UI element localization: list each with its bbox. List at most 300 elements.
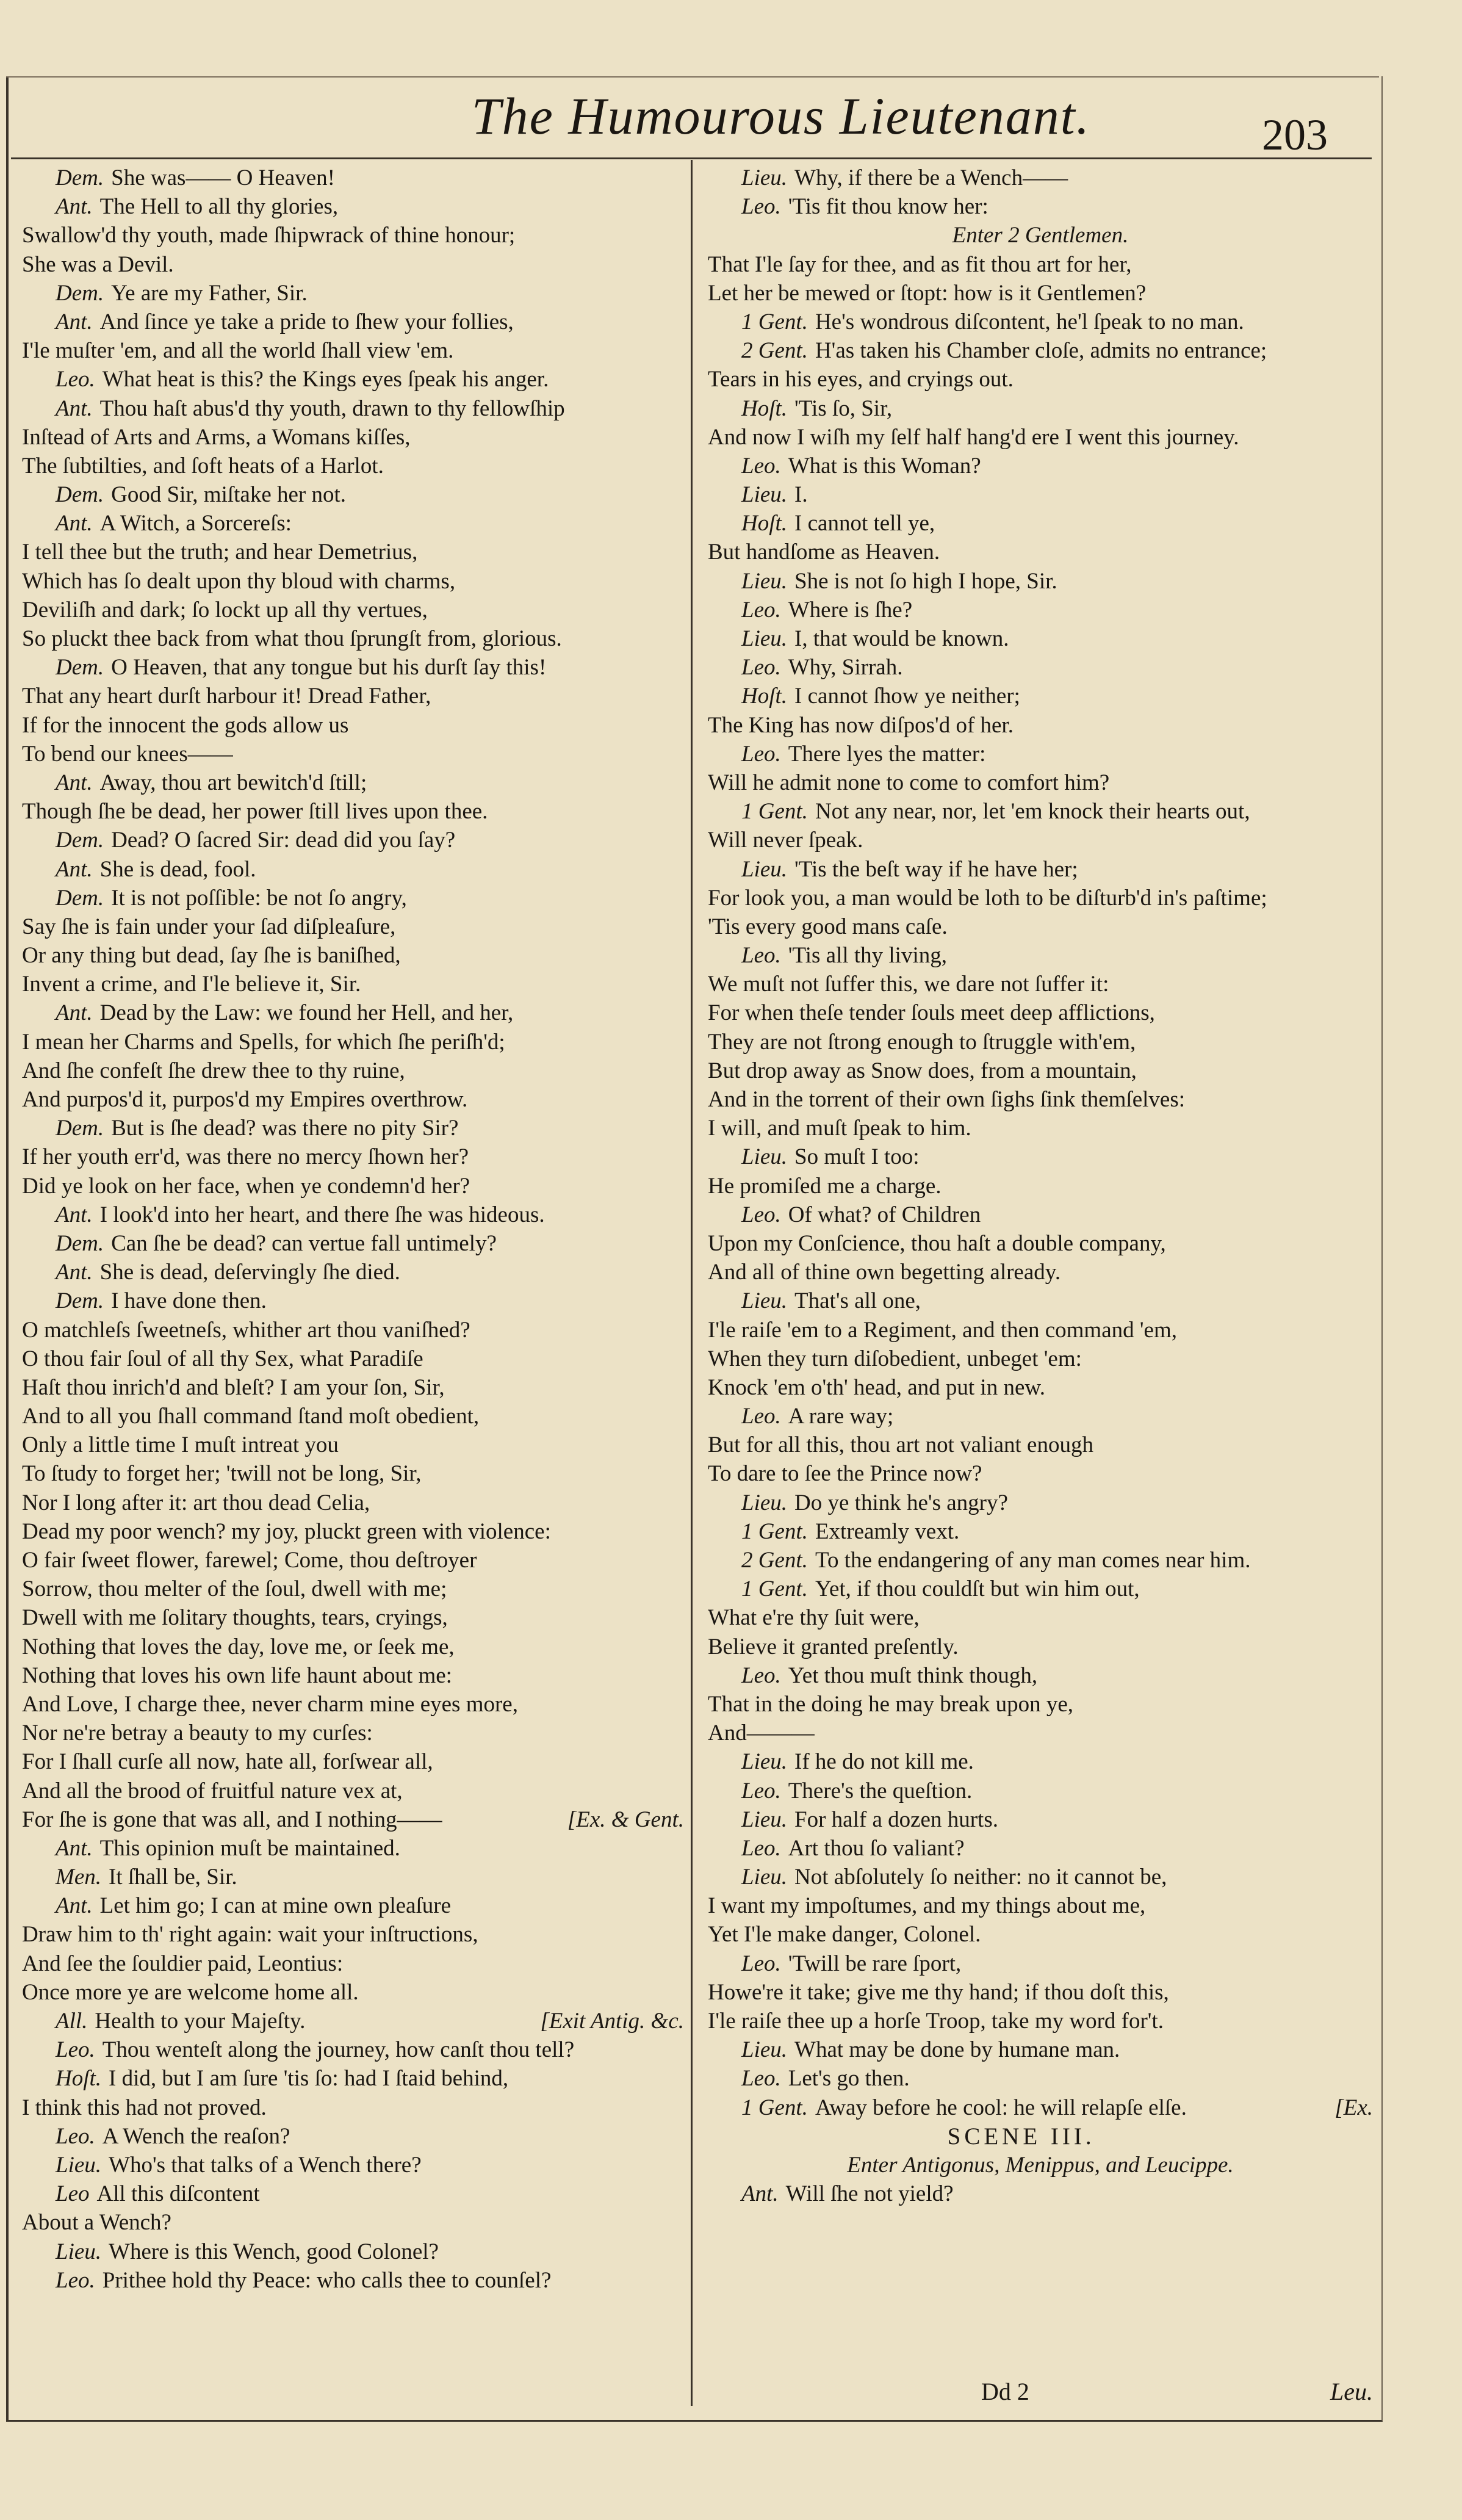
line-text: To the endangering of any man comes near him. xyxy=(815,1548,1251,1573)
text-line xyxy=(708,1229,1373,1258)
line-text: What is this Woman? xyxy=(788,453,981,478)
line-text: Swallow'd thy youth, made ſhipwrack of thine honour; xyxy=(22,223,516,248)
line-text: Prithee hold thy Peace: who calls thee to counſel? xyxy=(102,2267,552,2293)
stage-direction: Enter Antigonus, Menippus, and Leucippe. xyxy=(847,2152,1234,2178)
line-text: I cannot tell ye, xyxy=(794,511,935,536)
line-text: If for the innocent the gods allow us xyxy=(22,712,349,738)
line-text: There's the queſtion. xyxy=(788,1778,973,1803)
line-text: And ſee the ſouldier paid, Leontius: xyxy=(22,1951,344,1976)
line-text: She is dead, fool. xyxy=(99,856,256,882)
text-line xyxy=(708,1575,1373,1603)
line-text: So muſt I too: xyxy=(794,1144,920,1170)
text-line xyxy=(22,855,684,884)
line-text: Yet thou muſt think though, xyxy=(788,1663,1038,1688)
speaker-name: Lieu. xyxy=(741,1807,788,1832)
line-text: A Wench the reaſon? xyxy=(102,2123,290,2149)
line-text: Health to your Majeſty. xyxy=(95,2009,306,2034)
text-line xyxy=(708,1316,1373,1345)
line-text: Yet, if thou couldſt but win him out, xyxy=(815,1576,1140,1602)
scene-heading: SCENE III. xyxy=(947,2123,1095,2150)
line-text: What may be done by humane man. xyxy=(794,2037,1120,2063)
speaker-name: Leo. xyxy=(741,943,781,969)
line-text: Invent a crime, and I'le believe it, Sir. xyxy=(22,972,361,997)
line-text: Upon my Conſcience, thou haſt a double company, xyxy=(708,1230,1166,1256)
text-line xyxy=(22,624,684,653)
text-line xyxy=(708,2007,1373,2035)
text-line xyxy=(708,653,1373,682)
line-text: And purpos'd it, purpos'd my Empires overthrow. xyxy=(22,1087,468,1112)
speaker-name: Ant. xyxy=(56,1835,93,1861)
line-text: I, that would be known. xyxy=(794,626,1009,651)
text-line xyxy=(708,1863,1373,1891)
line-text: I'le raiſe thee up a horſe Troop, take my word for't. xyxy=(708,2009,1164,2034)
text-line xyxy=(708,596,1373,624)
line-text: The King has now diſpos'd of her. xyxy=(708,712,1014,738)
text-line xyxy=(22,912,684,941)
speaker-name: Ant. xyxy=(56,1893,93,1919)
text-line xyxy=(22,1863,684,1891)
line-text: 'Tis fit thou know her: xyxy=(788,194,988,220)
text-line xyxy=(22,192,684,221)
text-line xyxy=(708,1978,1373,2007)
text-line xyxy=(22,1200,684,1229)
line-text: Nor ne're betray a beauty to my curſes: xyxy=(22,1720,373,1746)
line-text: I want my impoſtumes, and my things about me, xyxy=(708,1893,1146,1919)
line-text: What heat is this? the Kings eyes ſpeak his anger. xyxy=(102,367,549,392)
text-line xyxy=(22,1719,684,1747)
text-line xyxy=(22,2064,684,2093)
line-text: Away, thou art bewitch'd ſtill; xyxy=(99,770,367,795)
line-text: It ſhall be, Sir. xyxy=(109,1865,237,1890)
line-text: For look you, a man would be loth to be diſturb'd in's paſtime; xyxy=(708,885,1267,911)
speaker-name: Lieu. xyxy=(56,2239,102,2264)
text-line xyxy=(22,250,684,279)
line-text: Of what? of Children xyxy=(788,1202,981,1227)
speaker-name: Ant. xyxy=(56,511,93,536)
text-line xyxy=(708,1402,1373,1431)
line-text: For ſhe is gone that was all, and I nothing—— xyxy=(22,1807,442,1832)
line-text: Dead my poor wench? my joy, pluckt green with violence: xyxy=(22,1518,551,1544)
speaker-name: Ant. xyxy=(56,770,93,795)
text-line xyxy=(708,509,1373,538)
text-line xyxy=(22,1459,684,1488)
line-text: A rare way; xyxy=(788,1404,894,1429)
signature-mark: Dd 2 xyxy=(981,2378,1029,2405)
text-line xyxy=(22,1690,684,1719)
speaker-name: Dem. xyxy=(56,828,104,853)
page-number: 203 xyxy=(1262,110,1328,159)
text-line xyxy=(22,826,684,854)
line-text: She is not ſo high I hope, Sir. xyxy=(794,568,1057,594)
text-line xyxy=(22,1805,684,1834)
text-line xyxy=(708,1489,1373,1517)
text-line xyxy=(708,826,1373,854)
text-line xyxy=(708,2093,1373,2122)
text-line xyxy=(22,1949,684,1978)
text-line xyxy=(22,1431,684,1459)
line-text: Dead by the Law: we found her Hell, and her, xyxy=(99,1000,514,1026)
line-text: All this diſcontent xyxy=(96,2181,260,2207)
speaker-name: Hoſt. xyxy=(741,395,788,421)
line-text: Howe're it take; give me thy hand; if thou doſt this, xyxy=(708,1979,1169,2005)
speaker-name: Dem. xyxy=(56,165,104,190)
line-text: But handſome as Heaven. xyxy=(708,540,940,565)
text-line xyxy=(22,2151,684,2179)
text-line xyxy=(22,1143,684,1171)
speaker-name: Ant. xyxy=(56,309,93,334)
text-line xyxy=(708,1690,1373,1719)
line-text: O Heaven, that any tongue but his durſt ſay this! xyxy=(111,655,547,681)
speaker-name: Hoſt. xyxy=(56,2066,102,2092)
text-line xyxy=(22,336,684,365)
text-line xyxy=(708,1028,1373,1056)
exit-direction: [Exit Antig. &c. xyxy=(540,2009,684,2034)
line-text: 'Tis the beſt way if he have her; xyxy=(794,856,1078,882)
line-text: Why, Sirrah. xyxy=(788,655,903,681)
text-line xyxy=(708,711,1373,740)
line-text: I'le raiſe 'em to a Regiment, and then command 'em, xyxy=(708,1317,1177,1343)
text-line xyxy=(708,1200,1373,1229)
text-line xyxy=(708,1805,1373,1834)
text-line xyxy=(708,164,1373,192)
line-text: When they turn diſobedient, unbeget 'em: xyxy=(708,1346,1082,1371)
text-line xyxy=(22,2266,684,2295)
speaker-name: 1 Gent. xyxy=(741,1518,808,1544)
line-text: I'le muſter 'em, and all the world ſhall view 'em. xyxy=(22,338,454,364)
speaker-name: Leo. xyxy=(56,2123,95,2149)
text-line xyxy=(22,596,684,624)
text-line xyxy=(22,1517,684,1546)
speaker-name: Leo. xyxy=(56,2037,95,2063)
text-line xyxy=(22,1661,684,1690)
speaker-name: Ant. xyxy=(56,856,93,882)
line-text: The Hell to all thy glories, xyxy=(99,194,339,220)
speaker-name: Leo. xyxy=(741,194,781,220)
text-line xyxy=(708,1258,1373,1287)
speaker-name: Lieu. xyxy=(741,856,788,882)
speaker-name: Lieu. xyxy=(741,568,788,594)
speaker-name: Ant. xyxy=(56,395,93,421)
text-line xyxy=(708,1459,1373,1488)
text-line xyxy=(708,740,1373,768)
speaker-name: Dem. xyxy=(56,655,104,681)
line-text: 'Tis all thy living, xyxy=(788,943,947,969)
text-line xyxy=(22,1891,684,1920)
line-text: Where is ſhe? xyxy=(788,597,913,623)
text-line xyxy=(22,2237,684,2266)
right-column xyxy=(708,164,1373,2208)
line-text: 'Tis ſo, Sir, xyxy=(794,395,893,421)
line-text: If her youth err'd, was there no mercy ſhown her? xyxy=(22,1144,469,1170)
line-text: Dwell with me ſolitary thoughts, tears, cryings, xyxy=(22,1605,448,1631)
text-line xyxy=(22,509,684,538)
exit-direction: [Ex. xyxy=(1334,2095,1373,2120)
line-text: They are not ſtrong enough to ſtruggle with'em, xyxy=(708,1029,1136,1055)
text-line xyxy=(22,1633,684,1661)
text-line xyxy=(708,538,1373,566)
line-text: Thou wenteſt along the journey, how canſt thou tell? xyxy=(102,2037,575,2063)
speaker-name: 2 Gent. xyxy=(741,1548,808,1573)
text-line xyxy=(22,2007,684,2035)
line-text: Away before he cool: he will relapſe elſe. xyxy=(815,2095,1187,2120)
line-text: Let him go; I can at mine own pleaſure xyxy=(99,1893,452,1919)
speaker-name: Dem. xyxy=(56,280,104,306)
line-text: And in the torrent of their own ſighs ſink themſelves: xyxy=(708,1087,1186,1112)
line-text: This opinion muſt be maintained. xyxy=(99,1835,400,1861)
speaker-name: Ant. xyxy=(56,1000,93,1026)
line-text: A Witch, a Sorcereſs: xyxy=(99,511,292,536)
line-text: And to all you ſhall command ſtand moſt obedient, xyxy=(22,1404,480,1429)
text-line xyxy=(708,998,1373,1027)
top-rule xyxy=(6,76,1379,78)
text-line xyxy=(22,452,684,480)
text-line xyxy=(708,567,1373,596)
line-text: 'Tis every good mans caſe. xyxy=(708,914,948,939)
line-text: Ye are my Father, Sir. xyxy=(111,280,308,306)
text-line xyxy=(708,2035,1373,2064)
speaker-name: All. xyxy=(56,2009,88,2034)
text-line xyxy=(22,1114,684,1143)
line-text: O thou fair ſoul of all thy Sex, what Paradiſe xyxy=(22,1346,423,1371)
speaker-name: Ant. xyxy=(741,2181,779,2207)
line-text: Why, if there be a Wench—— xyxy=(794,165,1068,190)
line-text: Say ſhe is fain under your ſad diſpleaſure, xyxy=(22,914,396,939)
line-text: Though ſhe be dead, her power ſtill lives upon thee. xyxy=(22,799,488,825)
line-text: What e're thy ſuit were, xyxy=(708,1605,920,1631)
speaker-name: Leo. xyxy=(741,741,781,767)
text-line xyxy=(22,2208,684,2237)
text-line xyxy=(708,480,1373,509)
text-line xyxy=(708,1431,1373,1459)
line-text: Where is this Wench, good Colonel? xyxy=(109,2239,439,2264)
line-text: There lyes the matter: xyxy=(788,741,986,767)
text-line xyxy=(22,1747,684,1776)
line-text: But for all this, thou art not valiant enough xyxy=(708,1432,1093,1458)
stage-direction: Enter 2 Gentlemen. xyxy=(952,223,1129,248)
text-line xyxy=(708,855,1373,884)
text-line xyxy=(708,2179,1373,2208)
speaker-name: Leo. xyxy=(741,1663,781,1688)
line-text: Haſt thou inrich'd and bleſt? I am your ſon, Sir, xyxy=(22,1374,445,1400)
text-line xyxy=(22,2035,684,2064)
line-text: To bend our knees—— xyxy=(22,741,233,767)
text-line xyxy=(22,884,684,912)
text-line xyxy=(22,1085,684,1114)
text-line xyxy=(708,1056,1373,1085)
speaker-name: Lieu. xyxy=(741,1144,788,1170)
speaker-name: Leo. xyxy=(741,597,781,623)
speaker-name: Ant. xyxy=(56,1260,93,1285)
text-line xyxy=(708,884,1373,912)
line-text: Extreamly vext. xyxy=(815,1518,960,1544)
speaker-name: Ant. xyxy=(56,194,93,220)
text-line xyxy=(708,308,1373,336)
line-text: Will ſhe not yield? xyxy=(785,2181,954,2207)
text-line xyxy=(708,1172,1373,1200)
line-text: Art thou ſo valiant? xyxy=(788,1835,965,1861)
text-line xyxy=(708,1373,1373,1402)
line-text: Thou haſt abus'd thy youth, drawn to thy fellowſhip xyxy=(99,395,565,421)
line-text: He promiſed me a charge. xyxy=(708,1173,942,1199)
line-text: I cannot ſhow ye neither; xyxy=(794,684,1020,709)
text-line xyxy=(708,1517,1373,1546)
line-text: And ſhe confeſt ſhe drew thee to thy ruine, xyxy=(22,1058,405,1083)
text-line xyxy=(708,336,1373,365)
text-line xyxy=(22,682,684,710)
line-text: Nor I long after it: art thou dead Celia, xyxy=(22,1490,370,1515)
line-text: Let's go then. xyxy=(788,2066,910,2092)
text-line xyxy=(22,1978,684,2007)
line-text: He's wondrous diſcontent, he'l ſpeak to no man. xyxy=(815,309,1244,334)
line-text: For I ſhall curſe all now, hate all, forſwear all, xyxy=(22,1749,433,1775)
line-text: And all the brood of fruitful nature vex at, xyxy=(22,1778,403,1803)
line-text: Do ye think he's angry? xyxy=(794,1490,1008,1515)
speaker-name: Hoſt. xyxy=(741,684,788,709)
speaker-name: Leo. xyxy=(741,1951,781,1976)
line-text: Draw him to th' right again: wait your inſtructions, xyxy=(22,1922,478,1948)
speaker-name: Leo. xyxy=(56,2267,95,2293)
line-text: O matchleſs ſweetneſs, whither art thou vaniſhed? xyxy=(22,1317,470,1343)
speaker-name: Lieu. xyxy=(741,1865,788,1890)
text-line xyxy=(22,1834,684,1863)
text-line xyxy=(22,768,684,797)
text-line xyxy=(708,1085,1373,1114)
text-line xyxy=(708,1287,1373,1315)
speaker-name: Leo. xyxy=(741,453,781,478)
line-text: I think this had not proved. xyxy=(22,2095,267,2120)
text-line xyxy=(708,423,1373,452)
column-divider xyxy=(691,160,693,2406)
speaker-name: Leo. xyxy=(741,655,781,681)
header-rule xyxy=(11,157,1372,159)
text-line xyxy=(708,192,1373,221)
text-line xyxy=(708,1719,1373,1747)
text-line xyxy=(708,452,1373,480)
line-text: Let her be mewed or ſtopt: how is it Gentlemen? xyxy=(708,280,1147,306)
text-line xyxy=(708,768,1373,797)
speaker-name: Dem. xyxy=(56,1230,104,1256)
text-line xyxy=(22,1402,684,1431)
line-text: And all of thine own begetting already. xyxy=(708,1260,1061,1285)
speaker-name: Dem. xyxy=(56,482,104,508)
line-text: So pluckt thee back from what thou ſprungſt from, glorious. xyxy=(22,626,562,651)
speaker-name: Lieu. xyxy=(741,626,788,651)
line-text: She is dead, deſervingly ſhe died. xyxy=(99,1260,400,1285)
speaker-name: Dem. xyxy=(56,885,104,911)
text-line xyxy=(708,1633,1373,1661)
text-line xyxy=(708,797,1373,826)
text-line xyxy=(708,1920,1373,1949)
speaker-name: Lieu. xyxy=(741,1490,788,1515)
line-text: She was a Devil. xyxy=(22,251,174,277)
line-text: That's all one, xyxy=(794,1288,921,1314)
line-text: She was—— O Heaven! xyxy=(111,165,335,190)
line-text: To ſtudy to forget her; 'twill not be long, Sir, xyxy=(22,1461,422,1487)
speaker-name: 2 Gent. xyxy=(741,338,808,364)
line-text: Will he admit none to come to comfort him? xyxy=(708,770,1110,795)
line-text: To dare to ſee the Prince now? xyxy=(708,1461,982,1487)
line-text: About a Wench? xyxy=(22,2210,171,2236)
line-text: I tell thee but the truth; and hear Demetrius, xyxy=(22,540,418,565)
line-text: That I'le ſay for thee, and as fit thou art for her, xyxy=(708,251,1132,277)
line-text: Good Sir, miſtake her not. xyxy=(111,482,347,508)
line-text: Not abſolutely ſo neither: no it cannot be, xyxy=(794,1865,1167,1890)
text-line xyxy=(708,682,1373,710)
text-line xyxy=(22,1603,684,1632)
line-text: That any heart durſt harbour it! Dread Father, xyxy=(22,684,431,709)
text-line xyxy=(22,941,684,970)
line-text: Can ſhe be dead? can vertue fall untimely? xyxy=(111,1230,497,1256)
speaker-name: 1 Gent. xyxy=(741,1576,808,1602)
text-line xyxy=(22,1777,684,1805)
text-line xyxy=(708,394,1373,423)
text-line xyxy=(708,250,1373,279)
text-line xyxy=(708,941,1373,970)
text-line xyxy=(708,365,1373,394)
line-text: Deviliſh and dark; ſo lockt up all thy vertues, xyxy=(22,597,428,623)
text-line xyxy=(708,2064,1373,2093)
line-text: For half a dozen hurts. xyxy=(794,1807,998,1832)
line-text: 'Twill be rare ſport, xyxy=(788,1951,962,1976)
line-text: Or any thing but dead, ſay ſhe is baniſhed, xyxy=(22,943,401,969)
line-text: Knock 'em o'th' head, and put in new. xyxy=(708,1374,1045,1400)
line-text: Will never ſpeak. xyxy=(708,828,863,853)
line-text: I did, but I am ſure 'tis ſo: had I ſtaid behind, xyxy=(109,2066,509,2092)
text-line xyxy=(708,1345,1373,1373)
line-text: I. xyxy=(794,482,808,508)
line-text: I have done then. xyxy=(111,1288,267,1314)
text-line xyxy=(708,1603,1373,1632)
line-text: O fair ſweet flower, farewel; Come, thou deſtroyer xyxy=(22,1548,477,1573)
speaker-name: 1 Gent. xyxy=(741,309,808,334)
text-line xyxy=(22,423,684,452)
text-line xyxy=(22,1056,684,1085)
text-line xyxy=(22,538,684,566)
text-line xyxy=(22,1287,684,1315)
speaker-name: Lieu. xyxy=(741,1749,788,1775)
line-text: Nothing that loves his own life haunt about me: xyxy=(22,1663,452,1688)
text-line xyxy=(708,279,1373,308)
text-line xyxy=(22,998,684,1027)
line-text: Who's that talks of a Wench there? xyxy=(109,2152,422,2178)
text-line xyxy=(22,365,684,394)
text-line xyxy=(22,740,684,768)
line-text: Sorrow, thou melter of the ſoul, dwell with me; xyxy=(22,1576,447,1602)
text-line xyxy=(22,394,684,423)
line-text: But is ſhe dead? was there no pity Sir? xyxy=(111,1116,459,1141)
line-text: And——— xyxy=(708,1720,815,1746)
speaker-name: Leo. xyxy=(741,2066,781,2092)
line-text: And now I wiſh my ſelf half hang'd ere I went this journey. xyxy=(708,424,1239,450)
speaker-name: Lieu. xyxy=(741,2037,788,2063)
text-line xyxy=(22,797,684,826)
speaker-name: 1 Gent. xyxy=(741,799,808,825)
line-text: And Love, I charge thee, never charm mine eyes more, xyxy=(22,1691,518,1717)
line-text: I will, and muſt ſpeak to him. xyxy=(708,1116,971,1141)
line-text: That in the doing he may break upon ye, xyxy=(708,1691,1074,1717)
line-text: I mean her Charms and Spells, for which ſhe periſh'd; xyxy=(22,1029,505,1055)
speaker-name: Dem. xyxy=(56,1116,104,1141)
catchword: Leu. xyxy=(1330,2378,1373,2405)
text-line xyxy=(22,711,684,740)
line-text: Yet I'le make danger, Colonel. xyxy=(708,1922,981,1948)
speaker-name: Men. xyxy=(56,1865,101,1890)
speaker-name: Dem. xyxy=(56,1288,104,1314)
line-text: Did ye look on her face, when ye condemn'd her? xyxy=(22,1173,470,1199)
line-text: I look'd into her heart, and there ſhe was hideous. xyxy=(99,1202,545,1227)
line-text: Inſtead of Arts and Arms, a Womans kiſſes, xyxy=(22,424,411,450)
line-text: Believe it granted preſently. xyxy=(708,1634,959,1659)
